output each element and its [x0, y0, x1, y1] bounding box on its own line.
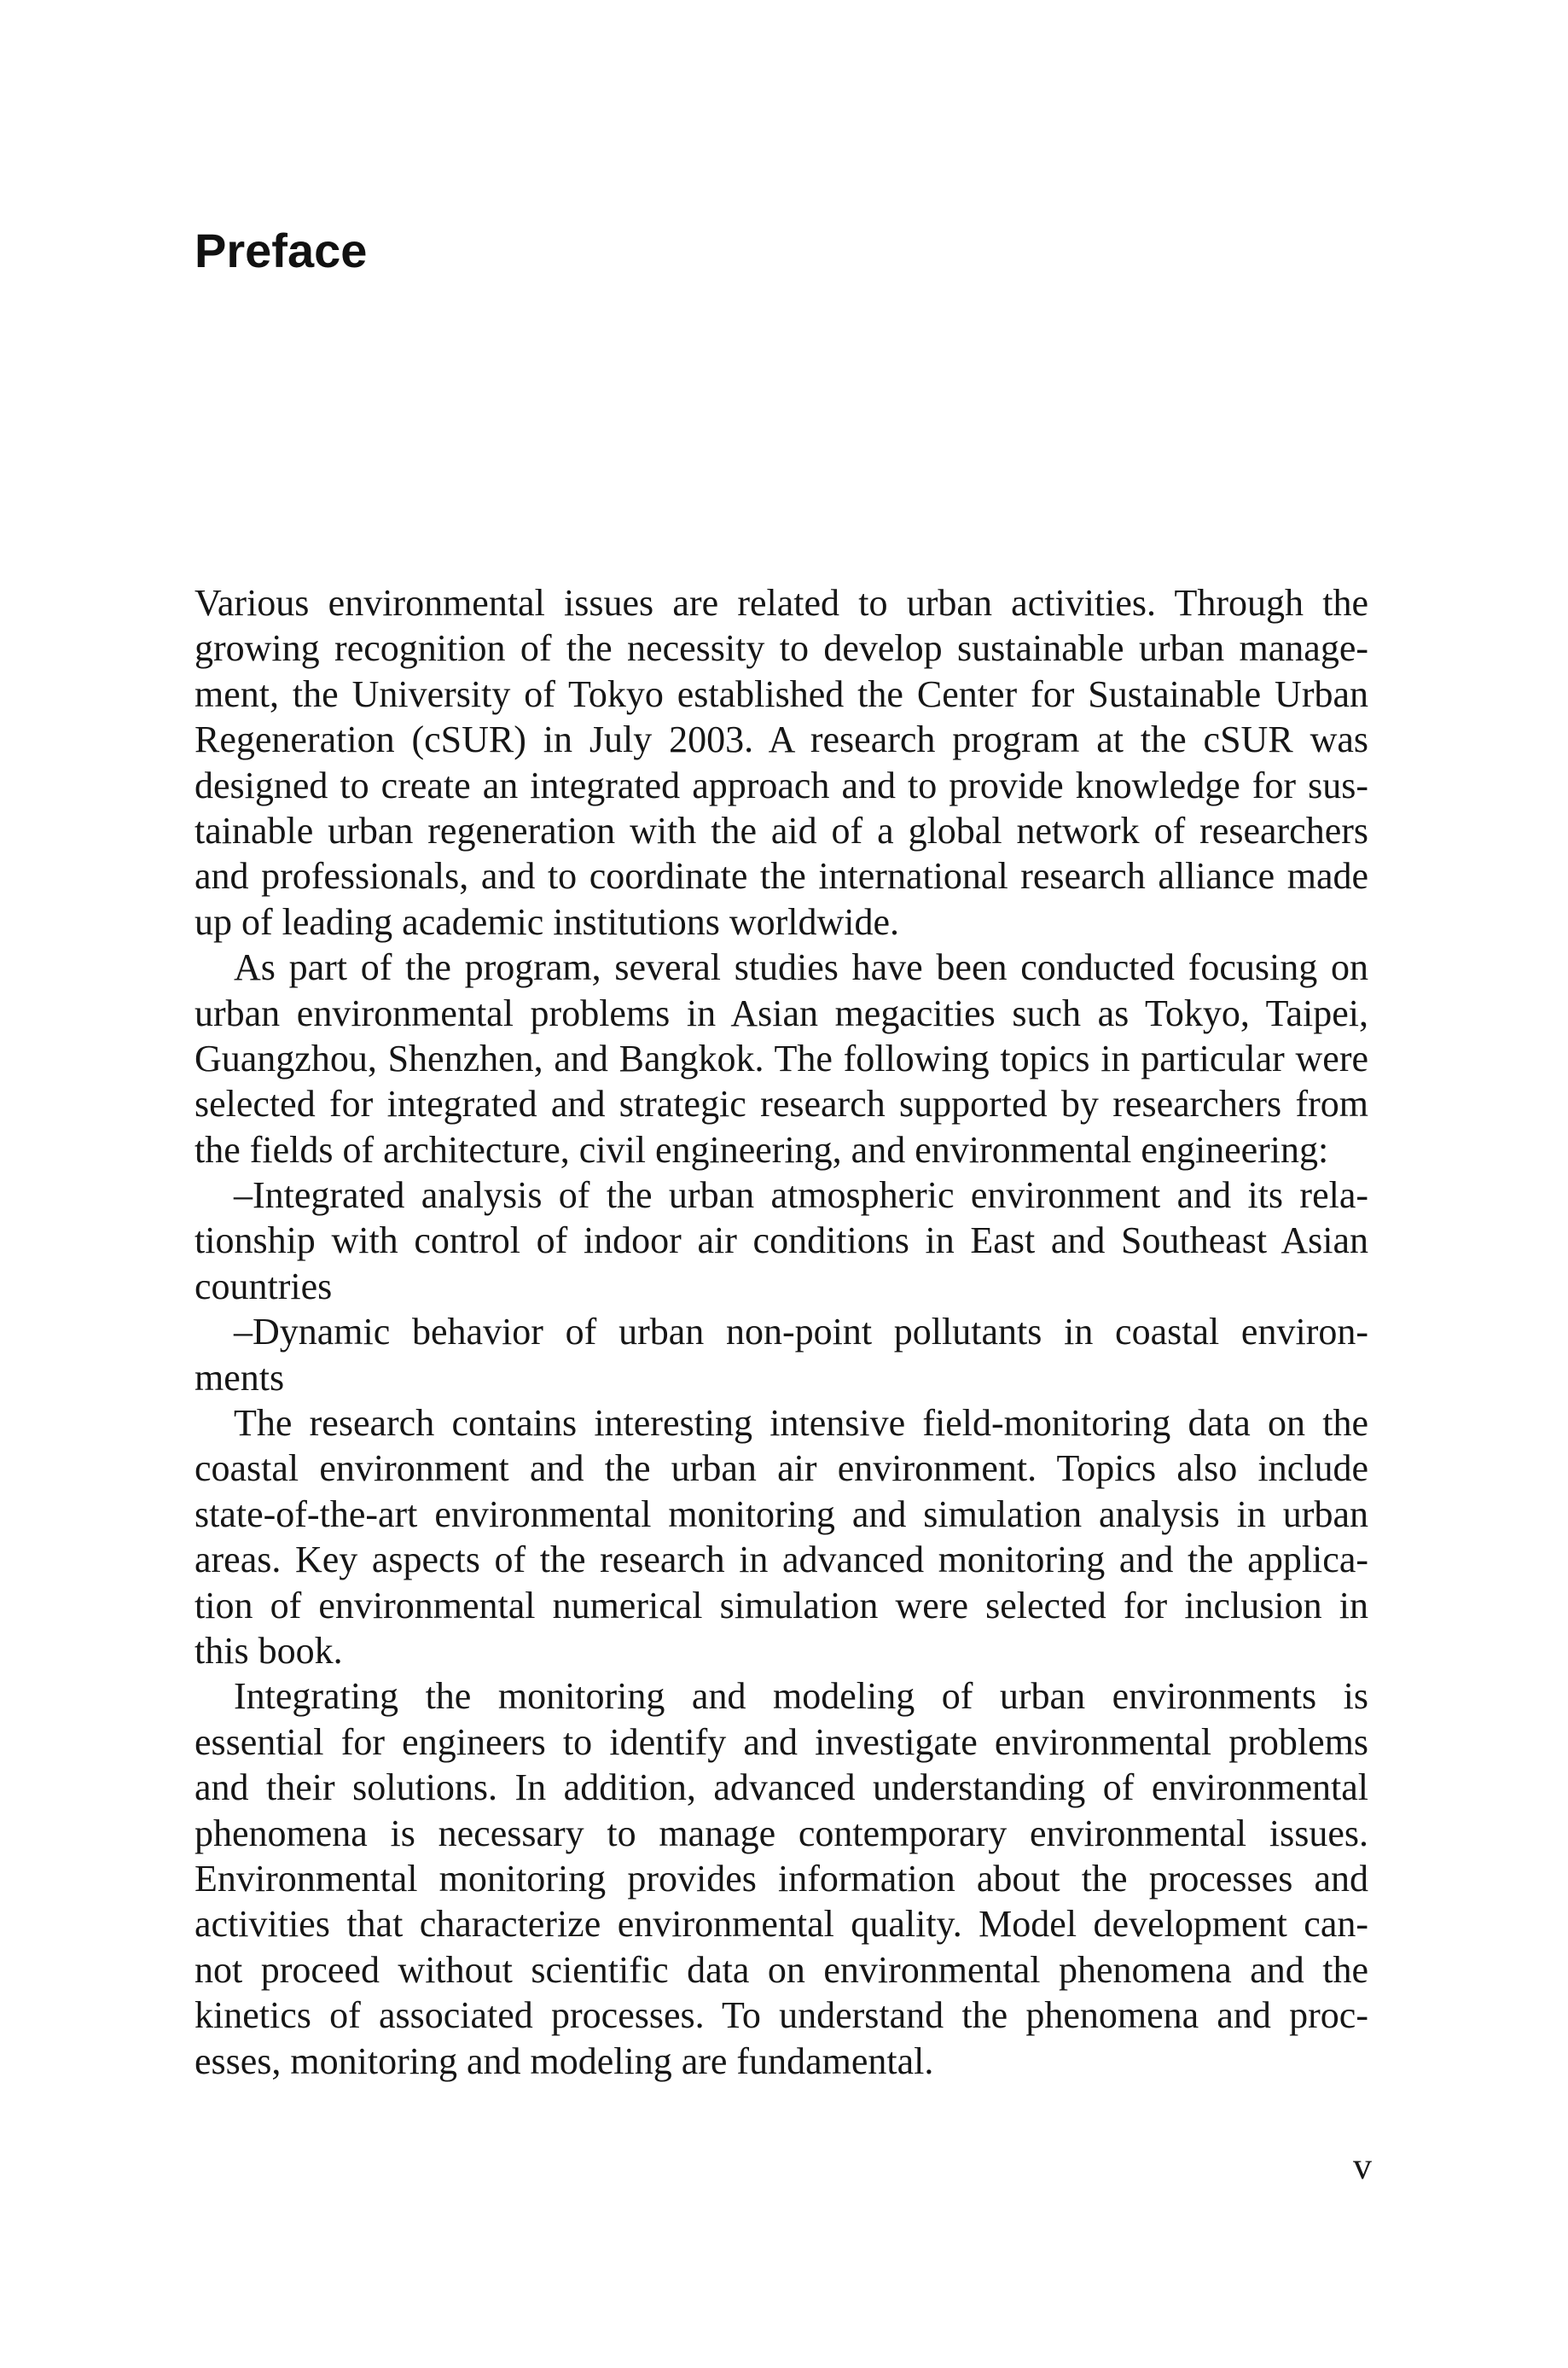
page-number: v	[1353, 2145, 1372, 2187]
text-line: Integrating the monitoring and modeling of urban environments is	[234, 1675, 1368, 1718]
text-line: tionship with control of indoor air conditions in East and Southeast Asian	[195, 1219, 1368, 1262]
text-line: the fields of architecture, civil engineering, and environmental engineering:	[195, 1128, 1329, 1171]
text-line: and their solutions. In addition, advanced understanding of environmental	[195, 1766, 1368, 1809]
text-line: designed to create an integrated approach and to provide knowledge for sus-	[195, 764, 1368, 806]
page-title: Preface	[195, 224, 368, 277]
text-line: phenomena is necessary to manage contemporary environmental issues.	[195, 1812, 1368, 1854]
text-line: Environmental monitoring provides information about the processes and	[195, 1857, 1368, 1900]
text-line: esses, monitoring and modeling are fundamental.	[195, 2039, 934, 2082]
text-line: ment, the University of Tokyo established the Center for Sustainable Urban	[195, 672, 1368, 715]
text-line: state-of-the-art environmental monitoring and simulation analysis in urban	[195, 1492, 1368, 1535]
text-line: growing recognition of the necessity to develop sustainable urban manage-	[195, 627, 1368, 670]
text-line: up of leading academic institutions worldwide.	[195, 900, 900, 943]
text-line: this book.	[195, 1629, 343, 1672]
text-line: and professionals, and to coordinate the international research alliance made	[195, 855, 1368, 898]
text-line: tainable urban regeneration with the aid of a global network of researchers	[195, 809, 1368, 852]
text-line: Guangzhou, Shenzhen, and Bangkok. The following topics in particular were	[195, 1037, 1368, 1079]
text-line: –Integrated analysis of the urban atmospheric environment and its rela-	[234, 1174, 1368, 1217]
text-line: tion of environmental numerical simulation were selected for inclusion in	[195, 1584, 1368, 1626]
preface-body	[195, 580, 1368, 2084]
text-line: kinetics of associated processes. To understand the phenomena and proc-	[195, 1994, 1368, 2037]
text-line: –Dynamic behavior of urban non-point pollutants in coastal environ-	[234, 1311, 1368, 1353]
text-line: coastal environment and the urban air environment. Topics also include	[195, 1447, 1368, 1490]
text-line: not proceed without scientific data on environmental phenomena and the	[195, 1948, 1368, 1991]
text-line: Various environmental issues are related to urban activities. Through the	[195, 582, 1368, 624]
text-line: As part of the program, several studies have been conducted focusing on	[234, 946, 1368, 989]
text-line: activities that characterize environmental quality. Model development can-	[195, 1903, 1368, 1946]
text-line: essential for engineers to identify and investigate environmental problems	[195, 1720, 1368, 1763]
text-line: ments	[195, 1356, 285, 1399]
text-line: urban environmental problems in Asian megacities such as Tokyo, Taipei,	[195, 992, 1368, 1034]
text-line: Regeneration (cSUR) in July 2003. A research program at the cSUR was	[195, 719, 1368, 761]
text-line: countries	[195, 1265, 333, 1307]
text-line: The research contains interesting intensive field-monitoring data on the	[234, 1402, 1368, 1445]
text-line: selected for integrated and strategic research supported by researchers from	[195, 1083, 1368, 1126]
text-line: areas. Key aspects of the research in advanced monitoring and the applica-	[195, 1539, 1368, 1581]
